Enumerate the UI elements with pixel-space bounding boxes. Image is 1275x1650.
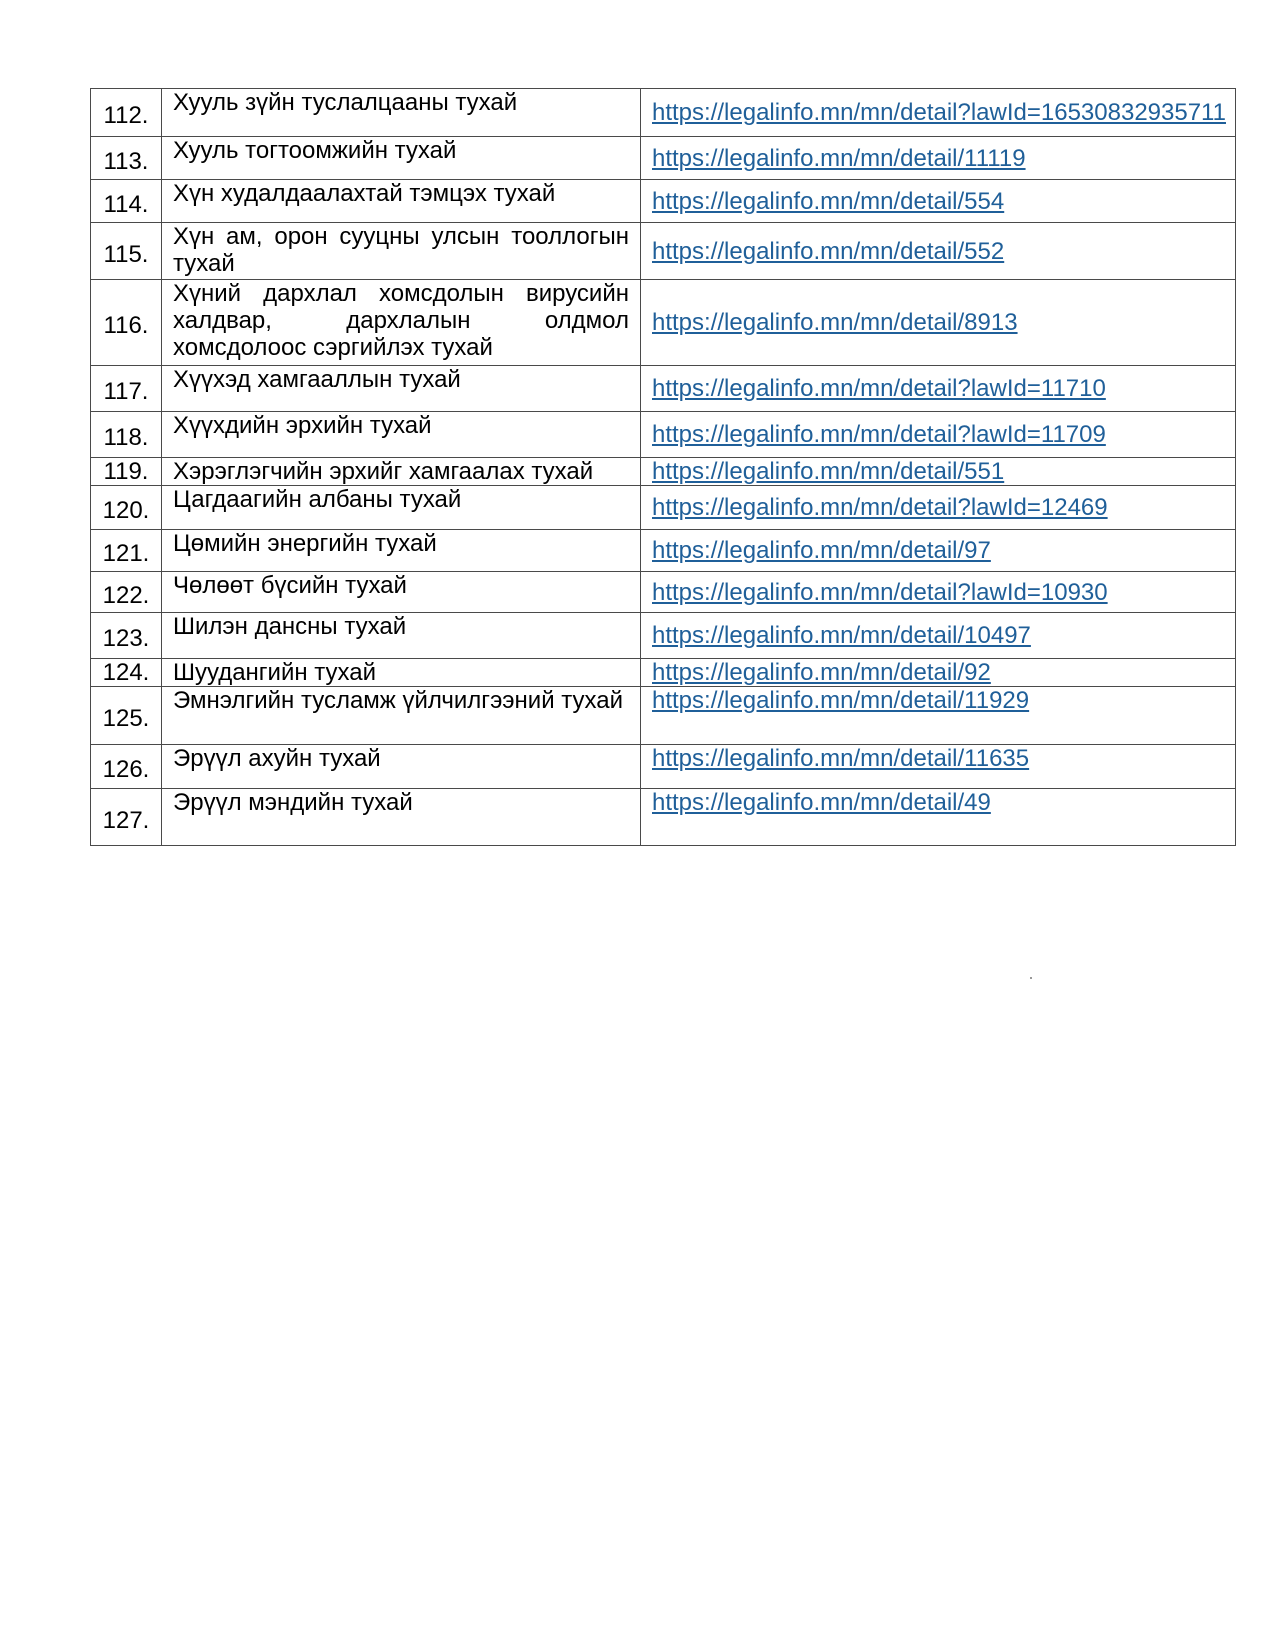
law-link[interactable]: https://legalinfo.mn/mn/detail?lawId=10930 (652, 578, 1108, 606)
row-number: 116. (91, 280, 162, 366)
law-link[interactable]: https://legalinfo.mn/mn/detail/552 (652, 237, 1005, 265)
row-number: 115. (91, 223, 162, 280)
table-row (91, 572, 1236, 613)
table-row (91, 366, 1236, 412)
table-row (91, 687, 1236, 745)
law-link[interactable]: https://legalinfo.mn/mn/detail/97 (652, 537, 991, 564)
law-name: Хууль тогтоомжийн тухай (162, 137, 641, 180)
table-row (91, 789, 1236, 846)
row-number: 125. (91, 687, 162, 745)
row-number: 120. (91, 486, 162, 530)
law-link[interactable]: https://legalinfo.mn/mn/detail/92 (652, 659, 991, 686)
table-row (91, 89, 1236, 137)
law-name: Хүн ам, орон сууцны улсын тооллогын тухай (162, 223, 641, 280)
law-link[interactable]: https://legalinfo.mn/mn/detail/8913 (652, 309, 1018, 336)
law-name: Эмнэлгийн тусламж үйлчилгээний тухай (162, 687, 641, 745)
law-link[interactable]: https://legalinfo.mn/mn/detail/10497 (652, 622, 1031, 649)
table-row (91, 745, 1236, 789)
law-name: Хэрэглэгчийн эрхийг хамгаалах тухай (162, 458, 641, 486)
law-link[interactable]: https://legalinfo.mn/mn/detail/11929 (652, 687, 1030, 714)
law-name: Цөмийн энергийн тухай (162, 530, 641, 572)
table-row (91, 530, 1236, 572)
law-link[interactable]: https://legalinfo.mn/mn/detail/551 (652, 458, 1005, 485)
row-number: 118. (91, 412, 162, 458)
table-row (91, 458, 1236, 486)
row-number: 119. (91, 458, 162, 486)
laws-table (90, 88, 1236, 846)
law-name: Хууль зүйн туслалцааны тухай (162, 89, 641, 137)
law-link[interactable]: https://legalinfo.mn/mn/detail?lawId=11709 (652, 421, 1106, 448)
row-number: 122. (91, 572, 162, 613)
stray-mark (1030, 977, 1032, 979)
row-number: 123. (91, 613, 162, 659)
law-name: Эрүүл ахуйн тухай (162, 745, 641, 789)
law-link[interactable]: https://legalinfo.mn/mn/detail?lawId=12469 (652, 494, 1108, 521)
table-row (91, 223, 1236, 280)
table-row (91, 180, 1236, 223)
law-name: Шилэн дансны тухай (162, 613, 641, 659)
table-row (91, 280, 1236, 366)
table-row (91, 137, 1236, 180)
law-name: Шуудангийн тухай (162, 659, 641, 687)
table-row (91, 659, 1236, 687)
law-link[interactable]: https://legalinfo.mn/mn/detail/554 (652, 187, 1005, 215)
law-name: Эрүүл мэндийн тухай (162, 789, 641, 846)
row-number: 126. (91, 745, 162, 789)
law-name: Чөлөөт бүсийн тухай (162, 572, 641, 613)
row-number: 124. (91, 659, 162, 687)
table-row (91, 486, 1236, 530)
law-link[interactable]: https://legalinfo.mn/mn/detail/11119 (652, 144, 1026, 172)
row-number: 127. (91, 789, 162, 846)
row-number: 121. (91, 530, 162, 572)
law-name: Хүн худалдаалахтай тэмцэх тухай (162, 180, 641, 223)
table-row (91, 412, 1236, 458)
law-link[interactable]: https://legalinfo.mn/mn/detail/11635 (652, 745, 1030, 772)
row-number: 113. (91, 137, 162, 180)
row-number: 114. (91, 180, 162, 223)
row-number: 112. (91, 89, 162, 137)
law-link[interactable]: https://legalinfo.mn/mn/detail?lawId=16530832935711 (652, 99, 1226, 126)
law-link[interactable]: https://legalinfo.mn/mn/detail?lawId=11710 (652, 375, 1106, 402)
law-name: Хүүхэд хамгааллын тухай (162, 366, 641, 412)
row-number: 117. (91, 366, 162, 412)
law-name: Хүний дархлал хомсдолын вирусийн халдвар, дархлалын олдмол хомсдолоос сэргийлэх тухай (162, 280, 641, 366)
table-row (91, 613, 1236, 659)
law-link[interactable]: https://legalinfo.mn/mn/detail/49 (652, 789, 991, 816)
law-name: Хүүхдийн эрхийн тухай (162, 412, 641, 458)
law-name: Цагдаагийн албаны тухай (162, 486, 641, 530)
